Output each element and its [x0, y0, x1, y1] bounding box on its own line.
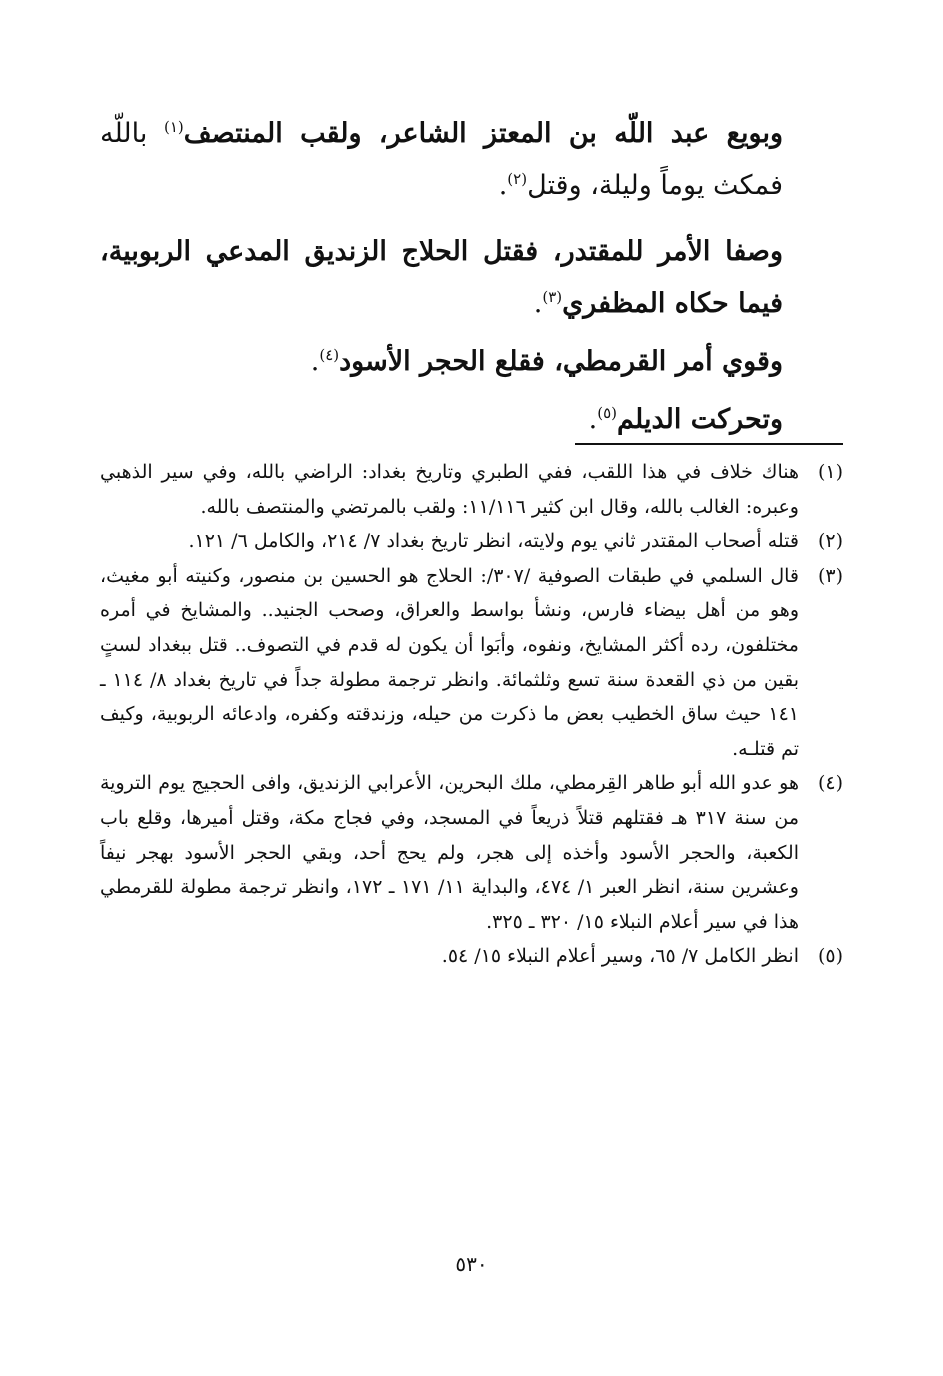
footnote-text: هناك خلاف في هذا اللقب، ففي الطبري وتاريخ بغداد: الراضي بالله، وفي سير الذهبي وعبره: الغالب بالله، وقال ابن كثير ١١/١١٦: ولقب بالمرتضي والمنتصف بالله.: [100, 461, 799, 518]
main-paragraph-3: [100, 336, 843, 388]
footnote-divider: [575, 443, 843, 445]
paragraph-end: .: [533, 288, 543, 319]
main-text: [100, 108, 843, 460]
footnote-number: (٤): [817, 772, 843, 795]
footnote-4: [100, 766, 843, 939]
footnote-ref-5[interactable]: (٥): [597, 404, 618, 422]
footnote-number: (١): [817, 461, 843, 483]
footnote-ref-1[interactable]: (١): [163, 118, 184, 136]
page-number: ٥٣٠: [455, 1252, 488, 1276]
footnote-text: قتله أصحاب المقتدر ثاني يوم ولايته، انظر تاريخ بغداد ٧/ ٢١٤، والكامل ٦/ ١٢١.: [188, 530, 799, 553]
footnote-ref-2[interactable]: (٢): [507, 170, 528, 188]
paragraph-end: .: [498, 170, 508, 201]
footnote-1: [100, 455, 843, 524]
footnote-3: [100, 559, 843, 767]
footnote-number: (٣): [817, 564, 843, 587]
main-paragraph-4: [100, 394, 843, 446]
paragraph-text: وقوي أمر القرمطي، فقلع الحجر الأسود: [339, 346, 783, 377]
footnote-text: هو عدو الله أبو طاهر القِرمطي، ملك البحرين، الأعرابي الزنديق، وافى الحجيج يوم التروية من سنة ٣١٧ هـ فقتلهم قتلاً ذريعاً في المسجد، وفي فجاج مكة، وقتل أميرها، وقلع باب الكعبة، والحجر الأسود وأخذه إلى هجر، ولم يحج أحد، وبقي الحجر الأسود بهجر نيفاً وعشرين سنة، انظر العبر ١/ ٤٧٤، والبداية ١١/ ١٧١ ـ ١٧٢، وانظر ترجمة مطولة للقرمطي هذا في سير أعلام النبلاء ١٥/ ٣٢٠ ـ ٣٢٥.: [100, 772, 799, 933]
footnote-ref-3[interactable]: (٣): [542, 288, 563, 306]
footnote-text: انظر الكامل ٧/ ٦٥، وسير أعلام النبلاء ١٥/ ٥٤.: [441, 945, 799, 968]
paragraph-text: باللّه فمكث يوماً وليلة، وقتل: [100, 118, 783, 201]
paragraph-text: وتحركت الديلم: [617, 404, 783, 435]
main-paragraph-2: [100, 226, 843, 330]
paragraph-text: وصفا الأمر للمقتدر، فقتل الحلاج الزنديق المدعي الربوبية، فيما حكاه المظفري: [100, 236, 783, 319]
footnote-ref-4[interactable]: (٤): [319, 346, 340, 364]
footnotes: [100, 455, 843, 974]
main-paragraph-1: [100, 108, 843, 212]
footnote-5: [100, 939, 843, 974]
footnote-number: (٥): [817, 945, 843, 968]
footnote-text: قال السلمي في طبقات الصوفية /٣٠٧/: الحلاج هو الحسين بن منصور، وكنيته أبو مغيث، وهو من أهل بيضاء فارس، ونشأ بواسط والعراق، وصحب الجنيد.. والمشايخ في أمره مختلفون، رده أكثر المشايخ، ونفوه، وأبَوا أن يكون له قدم في التصوف.. قتل ببغداد لستٍ بقين من ذي القعدة سنة تسع وثلثمائة. وانظر ترجمة مطولة جداً في تاريخ بغداد ٨/ ١١٤ ـ ١٤١ حيث ساق الخطيب بعض ما ذكرت من حيله، وزندقته وكفره، وادعائه الربوبية، وكيف تم قتلـه.: [100, 564, 800, 760]
paragraph-end: .: [310, 346, 320, 377]
footnote-2: [100, 524, 843, 559]
paragraph-text: وبويع عبد اللّه بن المعتز الشاعر، ولقب المنتصف: [183, 118, 783, 149]
paragraph-end: .: [588, 404, 598, 435]
footnote-number: (٢): [817, 530, 843, 553]
